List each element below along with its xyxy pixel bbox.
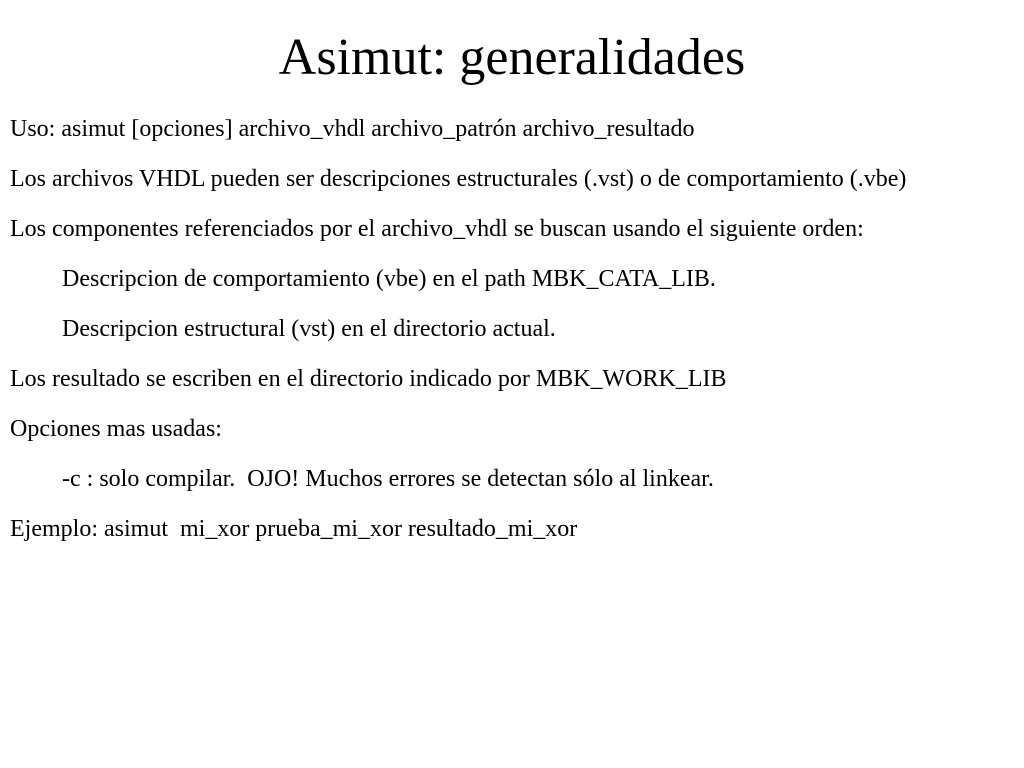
usage-line: Uso: asimut [opciones] archivo_vhdl archivo_patrón archivo_resultado — [10, 116, 695, 142]
option-c-line: -c : solo compilar. OJO! Muchos errores se detectan sólo al linkear. — [62, 466, 714, 492]
options-heading: Opciones mas usadas: — [10, 416, 222, 442]
slide-body — [10, 112, 1014, 562]
example-line: Ejemplo: asimut mi_xor prueba_mi_xor resultado_mi_xor — [10, 516, 578, 542]
components-search-line: Los componentes referenciados por el archivo_vhdl se buscan usando el siguiente orden: — [10, 216, 864, 242]
search-order-item-1: Descripcion de comportamiento (vbe) en el path MBK_CATA_LIB. — [62, 266, 716, 292]
results-line: Los resultado se escriben en el directorio indicado por MBK_WORK_LIB — [10, 366, 727, 392]
search-order-item-2: Descripcion estructural (vst) en el directorio actual. — [62, 316, 556, 342]
slide-title: Asimut: generalidades — [278, 29, 746, 86]
vhdl-files-line: Los archivos VHDL pueden ser descripciones estructurales (.vst) o de comportamiento (.vbe) — [10, 166, 907, 192]
